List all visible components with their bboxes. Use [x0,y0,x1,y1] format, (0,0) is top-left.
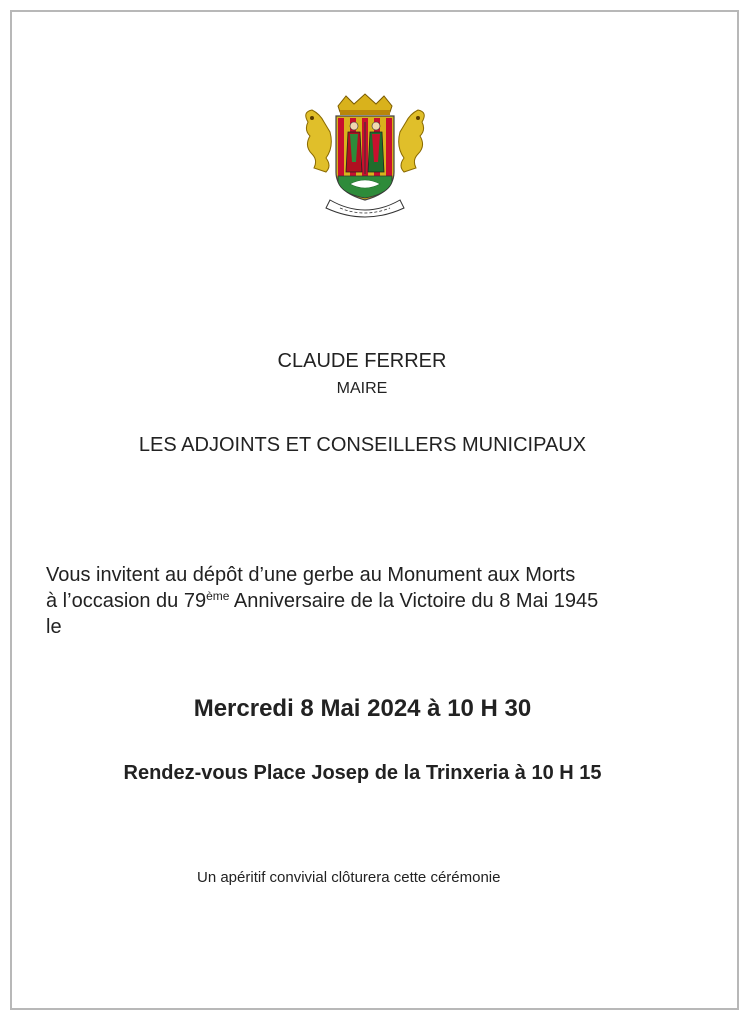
invitation-line-3: le [46,616,62,638]
aperitif-note: Un apéritif convivial clôturera cette cérémonie [197,869,501,886]
event-date-time: Mercredi 8 Mai 2024 à 10 H 30 [193,695,532,722]
invitation-line-2 [46,588,706,614]
invitation-line-2-start: à l’occasion du 79 [46,590,207,612]
invitation-text [46,562,706,640]
ordinal-suffix: ème [206,589,230,603]
mayor-title: MAIRE [336,380,388,397]
meeting-point: Rendez-vous Place Josep de la Trinxeria à 10 H 15 [123,762,602,784]
mayor-name: CLAUDE FERRER [277,350,447,372]
invitation-line-2-end: Anniversaire de la Victoire du 8 Mai 1945 [229,590,599,612]
municipal-coat-of-arms-icon [300,92,430,224]
invitation-line-1: Vous invitent au dépôt d’une gerbe au Monument aux Morts [46,564,576,586]
council-line: LES ADJOINTS ET CONSEILLERS MUNICIPAUX [138,434,587,456]
